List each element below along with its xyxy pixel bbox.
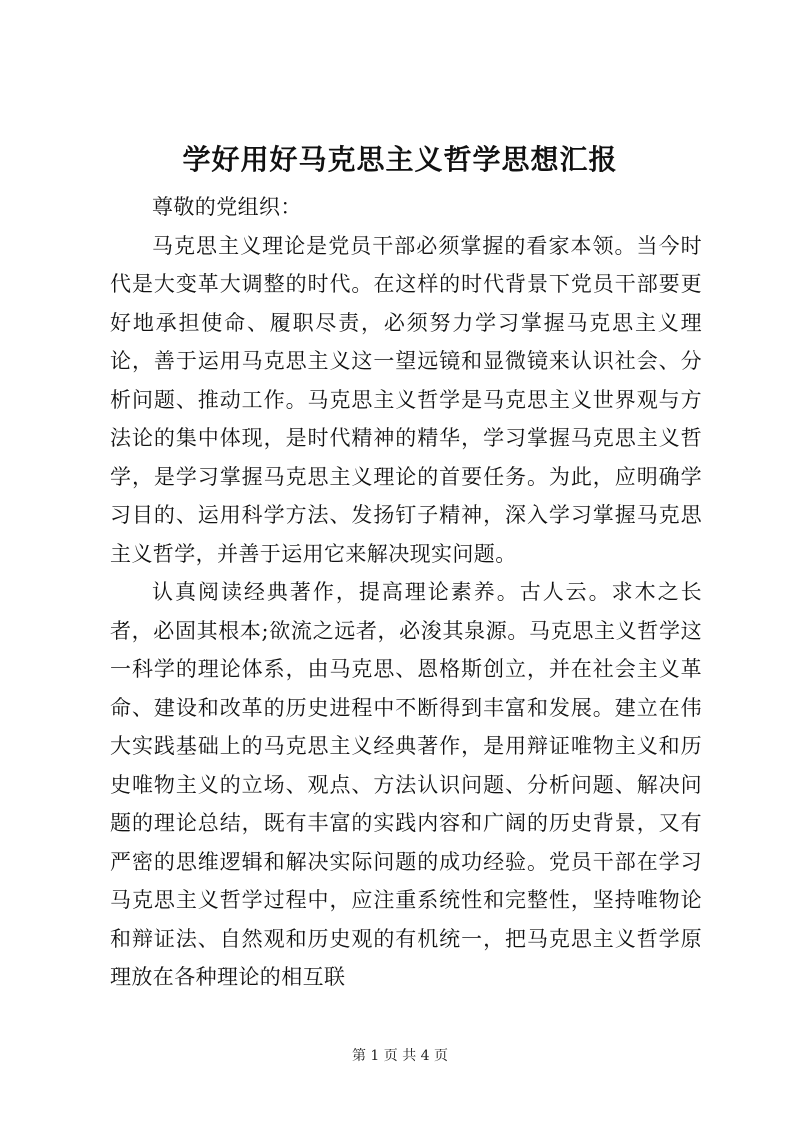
- salutation: 尊敬的党组织：: [152, 195, 302, 219]
- document-title: 学好用好马克思主义哲学思想汇报: [182, 143, 618, 176]
- page-number: 第 1 页 共 4 页: [351, 1048, 449, 1064]
- document-body: [110, 188, 702, 997]
- paragraph: 认真阅读经典著作，提高理论素养。古人云。求木之长者，必固其根本;欲流之远者，必浚其泉源。马克思主义哲学这一科学的理论体系，由马克思、恩格斯创立，并在社会主义革命、建设和改革的历史进程中不断得到丰富和发展。建立在伟大实践基础上的马克思主义经典著作，是用辩证唯物主义和历史唯物主义的立场、观点、方法认识问题、分析问题、解决问题的理论总结，既有丰富的实践内容和广阔的历史背景，又有严密的思维逻辑和解决实际问题的成功经验。党员干部在学习马克思主义哲学过程中，应注重系统性和完整性，坚持唯物论和辩证法、自然观和历史观的有机统一，把马克思主义哲学原理放在各种理论的相互联: [110, 580, 702, 989]
- paragraph: 马克思主义理论是党员干部必须掌握的看家本领。当今时代是大变革大调整的时代。在这样的时代背景下党员干部要更好地承担使命、履职尽责，必须努力学习掌握马克思主义理论，善于运用马克思主义这一望远镜和显微镜来认识社会、分析问题、推动工作。马克思主义哲学是马克思主义世界观与方法论的集中体现，是时代精神的精华，学习掌握马克思主义哲学，是学习掌握马克思主义理论的首要任务。为此，应明确学习目的、运用科学方法、发扬钉子精神，深入学习掌握马克思主义哲学，并善于运用它来解决现实问题。: [110, 233, 702, 566]
